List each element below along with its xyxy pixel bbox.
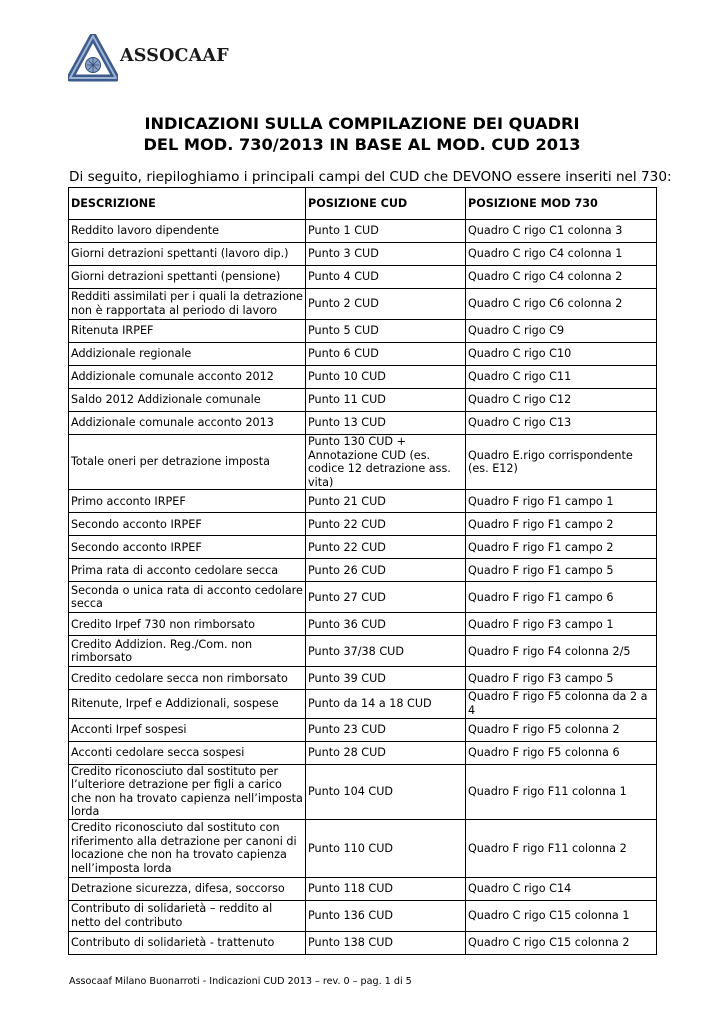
cell-posizione-cud: Punto 110 CUD bbox=[306, 819, 466, 877]
cell-descrizione: Addizionale comunale acconto 2013 bbox=[69, 412, 306, 435]
cell-posizione-730: Quadro F rigo F1 campo 2 bbox=[466, 513, 657, 536]
table-row bbox=[69, 513, 657, 536]
cell-descrizione: Acconti Irpef sospesi bbox=[69, 718, 306, 741]
cell-posizione-cud: Punto 4 CUD bbox=[306, 266, 466, 289]
cell-posizione-730: Quadro C rigo C10 bbox=[466, 343, 657, 366]
cell-posizione-730: Quadro F rigo F5 colonna da 2 a 4 bbox=[466, 690, 657, 718]
table-row bbox=[69, 320, 657, 343]
assocaaf-logo bbox=[68, 34, 229, 82]
cell-posizione-730: Quadro C rigo C4 colonna 2 bbox=[466, 266, 657, 289]
cell-posizione-730: Quadro C rigo C12 bbox=[466, 389, 657, 412]
cell-posizione-cud: Punto 36 CUD bbox=[306, 613, 466, 636]
cell-descrizione: Secondo acconto IRPEF bbox=[69, 513, 306, 536]
cell-descrizione: Giorni detrazioni spettanti (lavoro dip.) bbox=[69, 243, 306, 266]
cell-descrizione: Totale oneri per detrazione imposta bbox=[69, 435, 306, 490]
cell-posizione-cud: Punto 136 CUD bbox=[306, 900, 466, 931]
cell-posizione-730: Quadro F rigo F4 colonna 2/5 bbox=[466, 636, 657, 667]
cell-descrizione: Contributo di solidarietà – reddito al netto del contributo bbox=[69, 900, 306, 931]
cell-posizione-cud: Punto 118 CUD bbox=[306, 877, 466, 900]
cell-posizione-cud: Punto 10 CUD bbox=[306, 366, 466, 389]
logo-name: ASSOCAAF bbox=[120, 46, 229, 66]
cell-descrizione: Prima rata di acconto cedolare secca bbox=[69, 559, 306, 582]
page-title bbox=[0, 113, 724, 155]
cell-posizione-cud: Punto 28 CUD bbox=[306, 741, 466, 764]
intro-text: Di seguito, riepiloghiamo i principali campi del CUD che DEVONO essere inseriti nel 730: bbox=[69, 169, 672, 185]
cell-posizione-730: Quadro F rigo F11 colonna 1 bbox=[466, 764, 657, 819]
table-row bbox=[69, 389, 657, 412]
cell-descrizione: Primo acconto IRPEF bbox=[69, 490, 306, 513]
cell-descrizione: Credito Irpef 730 non rimborsato bbox=[69, 613, 306, 636]
cell-posizione-cud: Punto 130 CUD + Annotazione CUD (es. codice 12 detrazione ass. vita) bbox=[306, 435, 466, 490]
table-header-row bbox=[69, 188, 657, 220]
cell-posizione-cud: Punto 104 CUD bbox=[306, 764, 466, 819]
table-row bbox=[69, 741, 657, 764]
cell-descrizione: Redditi assimilati per i quali la detrazione non è rapportata al periodo di lavoro bbox=[69, 289, 306, 320]
cell-posizione-730: Quadro F rigo F5 colonna 6 bbox=[466, 741, 657, 764]
cell-posizione-730: Quadro F rigo F3 campo 5 bbox=[466, 667, 657, 690]
table-row bbox=[69, 243, 657, 266]
table-row bbox=[69, 289, 657, 320]
cell-posizione-cud: Punto 1 CUD bbox=[306, 220, 466, 243]
cell-posizione-730: Quadro C rigo C11 bbox=[466, 366, 657, 389]
cell-posizione-cud: Punto 23 CUD bbox=[306, 718, 466, 741]
cell-descrizione: Giorni detrazioni spettanti (pensione) bbox=[69, 266, 306, 289]
table-row bbox=[69, 366, 657, 389]
header-posizione-730: POSIZIONE MOD 730 bbox=[466, 188, 657, 220]
cell-posizione-730: Quadro E.rigo corrispondente (es. E12) bbox=[466, 435, 657, 490]
cell-posizione-730: Quadro C rigo C4 colonna 1 bbox=[466, 243, 657, 266]
table-row bbox=[69, 636, 657, 667]
cell-posizione-cud: Punto 27 CUD bbox=[306, 582, 466, 613]
cell-descrizione: Saldo 2012 Addizionale comunale bbox=[69, 389, 306, 412]
cell-posizione-cud: Punto 5 CUD bbox=[306, 320, 466, 343]
cell-descrizione: Credito cedolare secca non rimborsato bbox=[69, 667, 306, 690]
title-line-1: INDICAZIONI SULLA COMPILAZIONE DEI QUADRI bbox=[144, 114, 580, 133]
cell-posizione-730: Quadro F rigo F1 campo 2 bbox=[466, 536, 657, 559]
page-footer: Assocaaf Milano Buonarroti - Indicazioni CUD 2013 – rev. 0 – pag. 1 di 5 bbox=[69, 976, 412, 987]
title-line-2: DEL MOD. 730/2013 IN BASE AL MOD. CUD 2013 bbox=[143, 135, 581, 154]
table-body bbox=[69, 188, 657, 955]
cell-posizione-cud: Punto 13 CUD bbox=[306, 412, 466, 435]
assocaaf-logo-icon bbox=[68, 34, 118, 82]
cell-descrizione: Reddito lavoro dipendente bbox=[69, 220, 306, 243]
cell-descrizione: Credito Addizion. Reg./Com. non rimborsato bbox=[69, 636, 306, 667]
cell-descrizione: Seconda o unica rata di acconto cedolare secca bbox=[69, 582, 306, 613]
table-row bbox=[69, 435, 657, 490]
cell-posizione-cud: Punto 6 CUD bbox=[306, 343, 466, 366]
cell-posizione-730: Quadro F rigo F1 campo 5 bbox=[466, 559, 657, 582]
cell-posizione-730: Quadro F rigo F1 campo 6 bbox=[466, 582, 657, 613]
table-row bbox=[69, 900, 657, 931]
cell-descrizione: Secondo acconto IRPEF bbox=[69, 536, 306, 559]
cell-posizione-730: Quadro C rigo C13 bbox=[466, 412, 657, 435]
cell-descrizione: Detrazione sicurezza, difesa, soccorso bbox=[69, 877, 306, 900]
cell-descrizione: Addizionale regionale bbox=[69, 343, 306, 366]
cell-descrizione: Addizionale comunale acconto 2012 bbox=[69, 366, 306, 389]
table-row bbox=[69, 667, 657, 690]
table-row bbox=[69, 690, 657, 718]
cell-posizione-cud: Punto 37/38 CUD bbox=[306, 636, 466, 667]
cell-posizione-730: Quadro C rigo C1 colonna 3 bbox=[466, 220, 657, 243]
cell-posizione-cud: Punto 22 CUD bbox=[306, 536, 466, 559]
table-row bbox=[69, 559, 657, 582]
cell-posizione-730: Quadro F rigo F3 campo 1 bbox=[466, 613, 657, 636]
cell-posizione-730: Quadro C rigo C14 bbox=[466, 877, 657, 900]
cud-730-table bbox=[68, 187, 657, 955]
cell-descrizione: Ritenute, Irpef e Addizionali, sospese bbox=[69, 690, 306, 718]
cell-posizione-cud: Punto 22 CUD bbox=[306, 513, 466, 536]
table-row bbox=[69, 343, 657, 366]
table-row bbox=[69, 582, 657, 613]
table-row bbox=[69, 613, 657, 636]
cell-posizione-cud: Punto 138 CUD bbox=[306, 931, 466, 954]
header-posizione-cud: POSIZIONE CUD bbox=[306, 188, 466, 220]
cell-descrizione: Credito riconosciuto dal sostituto per l’ulteriore detrazione per figli a carico che non ha trovato capienza nell’imposta lorda bbox=[69, 764, 306, 819]
cell-descrizione: Contributo di solidarietà - trattenuto bbox=[69, 931, 306, 954]
cell-posizione-cud: Punto 26 CUD bbox=[306, 559, 466, 582]
cell-posizione-cud: Punto 21 CUD bbox=[306, 490, 466, 513]
cell-descrizione: Credito riconosciuto dal sostituto con riferimento alla detrazione per canoni di locazione che non ha trovato capienza nell’imposta lorda bbox=[69, 819, 306, 877]
cell-posizione-cud: Punto 11 CUD bbox=[306, 389, 466, 412]
cell-descrizione: Ritenuta IRPEF bbox=[69, 320, 306, 343]
header-descrizione: DESCRIZIONE bbox=[69, 188, 306, 220]
cell-posizione-730: Quadro C rigo C15 colonna 1 bbox=[466, 900, 657, 931]
cell-posizione-cud: Punto 3 CUD bbox=[306, 243, 466, 266]
cell-descrizione: Acconti cedolare secca sospesi bbox=[69, 741, 306, 764]
table-row bbox=[69, 490, 657, 513]
table-row bbox=[69, 536, 657, 559]
cell-posizione-730: Quadro C rigo C9 bbox=[466, 320, 657, 343]
cell-posizione-730: Quadro C rigo C6 colonna 2 bbox=[466, 289, 657, 320]
cell-posizione-cud: Punto da 14 a 18 CUD bbox=[306, 690, 466, 718]
table-row bbox=[69, 819, 657, 877]
cell-posizione-730: Quadro F rigo F5 colonna 2 bbox=[466, 718, 657, 741]
table-row bbox=[69, 220, 657, 243]
table-row bbox=[69, 764, 657, 819]
table-row bbox=[69, 931, 657, 954]
cell-posizione-cud: Punto 39 CUD bbox=[306, 667, 466, 690]
table-row bbox=[69, 877, 657, 900]
cell-posizione-cud: Punto 2 CUD bbox=[306, 289, 466, 320]
table-row bbox=[69, 266, 657, 289]
cell-posizione-730: Quadro C rigo C15 colonna 2 bbox=[466, 931, 657, 954]
cell-posizione-730: Quadro F rigo F11 colonna 2 bbox=[466, 819, 657, 877]
table-row bbox=[69, 412, 657, 435]
cell-posizione-730: Quadro F rigo F1 campo 1 bbox=[466, 490, 657, 513]
table-row bbox=[69, 718, 657, 741]
